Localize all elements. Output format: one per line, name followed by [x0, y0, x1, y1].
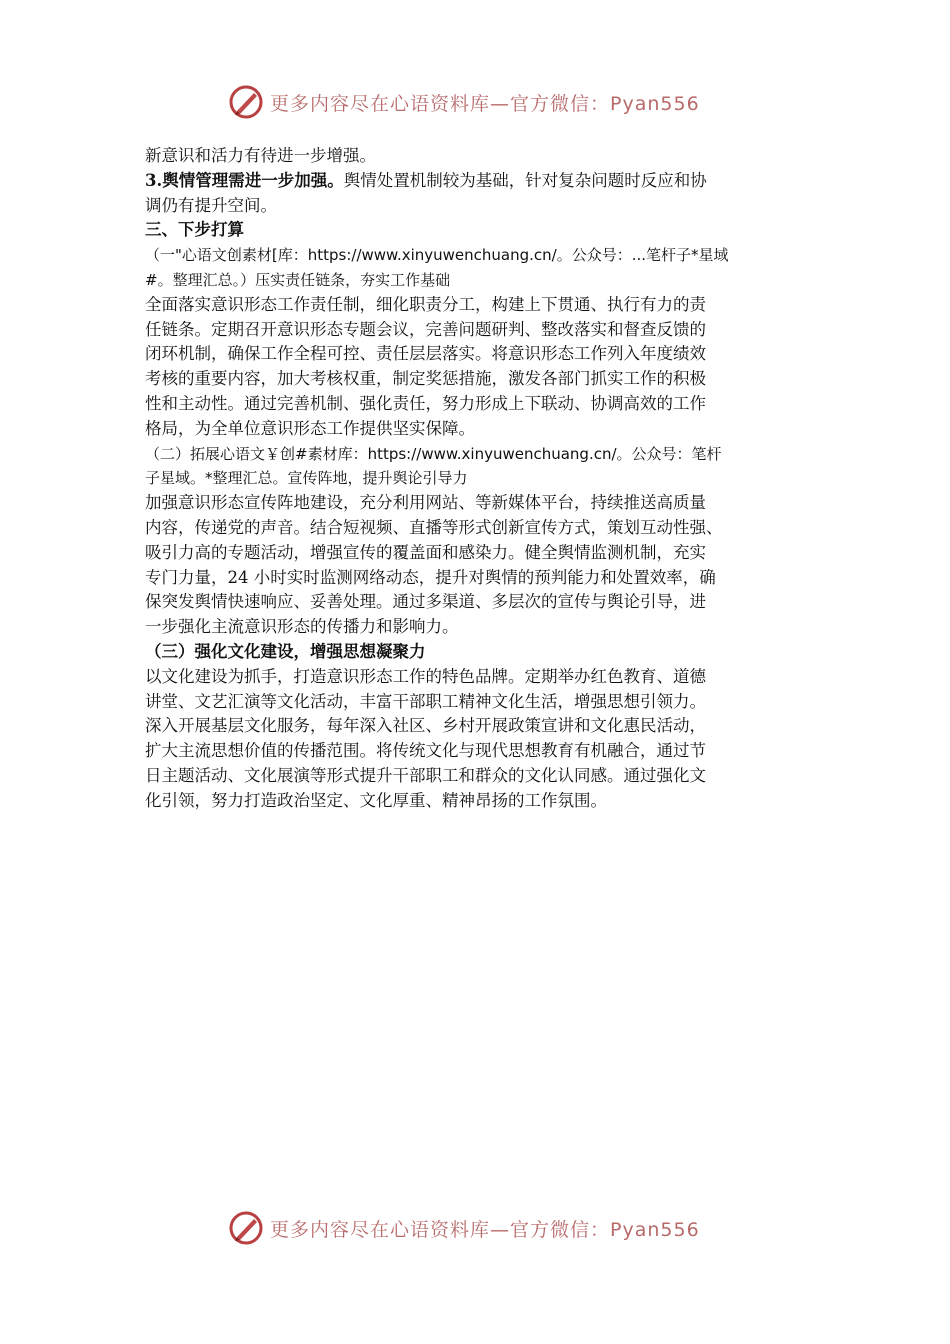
body-text: 考核的重要内容，加大考核权重，制定奖惩措施，激发各部门抓实工作的积极	[145, 369, 706, 389]
body-text: 一步强化主流意识形态的传播力和影响力。	[145, 617, 459, 637]
text-line	[145, 243, 810, 268]
text-line	[145, 640, 810, 665]
body-text: 以文化建设为抓手，打造意识形态工作的特色品牌。定期举办红色教育、道德	[145, 666, 706, 686]
text-line	[145, 367, 810, 392]
body-text: 专门力量，24 小时实时监测网络动态，提升对舆情的预判能力和处置效率，确	[145, 567, 716, 587]
text-line	[145, 789, 810, 814]
bold-text: 三、下步打算	[145, 220, 244, 240]
text-line	[145, 268, 810, 293]
text-line	[145, 169, 810, 194]
body-text: 格局，为全单位意识形态工作提供坚实保障。	[145, 418, 475, 438]
heading-text: 子星域。*整理汇总。宣传阵地，提升舆论引导力	[145, 469, 468, 488]
text-line	[145, 466, 810, 491]
body-text: 闭环机制，确保工作全程可控、责任层层落实。将意识形态工作列入年度绩效	[145, 344, 706, 364]
text-line	[145, 714, 810, 739]
body-text: 深入开展基层文化服务，每年深入社区、乡村开展政策宣讲和文化惠民活动，	[145, 716, 706, 736]
text-line	[145, 739, 810, 764]
bold-text: （三）强化文化建设，增强思想凝聚力	[145, 641, 426, 661]
document-body	[145, 144, 810, 814]
text-line	[145, 144, 810, 169]
body-text: 日主题活动、文化展演等形式提升干部职工和群众的文化认同感。通过强化文	[145, 765, 706, 785]
text-line	[145, 491, 810, 516]
body-text: 调仍有提升空间。	[145, 195, 277, 215]
body-text: 内容，传递党的声音。结合短视频、直播等形式创新宣传方式，策划互动性强、	[145, 517, 723, 537]
body-text: 加强意识形态宣传阵地建设，充分利用网站、等新媒体平台，持续推送高质量	[145, 493, 706, 513]
banner-text: 更多内容尽在心语资料库—官方微信：Pyan556	[270, 92, 700, 115]
bold-text: 3.舆情管理需进一步加强。	[145, 170, 344, 190]
text-line	[145, 516, 810, 541]
body-text: 吸引力高的专题活动，增强宣传的覆盖面和感染力。健全舆情监测机制，充实	[145, 542, 706, 562]
heading-text: #。整理汇总。）压实责任链条，夯实工作基础	[145, 270, 451, 289]
footer-watermark-banner	[228, 1210, 700, 1246]
text-line	[145, 194, 810, 219]
header-watermark-banner	[228, 84, 700, 120]
body-text: 保突发舆情快速响应、妥善处理。通过多渠道、多层次的宣传与舆论引导，进	[145, 592, 706, 612]
text-line	[145, 417, 810, 442]
pen-logo-icon	[228, 1210, 264, 1246]
text-line	[145, 590, 810, 615]
body-text: 性和主动性。通过完善机制、强化责任，努力形成上下联动、协调高效的工作	[145, 393, 706, 413]
text-line	[145, 342, 810, 367]
pen-logo-icon	[228, 84, 264, 120]
text-line	[145, 615, 810, 640]
body-text: 舆情处置机制较为基础，针对复杂问题时反应和协	[343, 170, 707, 190]
text-line	[145, 218, 810, 243]
banner-text: 更多内容尽在心语资料库—官方微信：Pyan556	[270, 1218, 700, 1241]
body-text: 讲堂、文艺汇演等文化活动，丰富干部职工精神文化生活，增强思想引领力。	[145, 691, 706, 711]
text-line	[145, 392, 810, 417]
text-line	[145, 764, 810, 789]
text-line	[145, 665, 810, 690]
text-line	[145, 293, 810, 318]
body-text: 任链条。定期召开意识形态专题会议，完善问题研判、整改落实和督查反馈的	[145, 319, 706, 339]
body-text: 化引领，努力打造政治坚定、文化厚重、精神昂扬的工作氛围。	[145, 790, 607, 810]
heading-text: （二）拓展心语文￥创#素材库：https://www.xinyuwenchuang.cn/。公众号：笔杆	[145, 444, 722, 463]
body-text: 新意识和活力有待进一步增强。	[145, 146, 376, 165]
body-text: 扩大主流思想价值的传播范围。将传统文化与现代思想教育有机融合，通过节	[145, 741, 706, 761]
text-line	[145, 690, 810, 715]
text-line	[145, 541, 810, 566]
text-line	[145, 566, 810, 591]
heading-text: （一"心语文创素材[库：https://www.xinyuwenchuang.cn/。公众号：...笔杆子*星域	[145, 246, 729, 265]
body-text: 全面落实意识形态工作责任制，细化职责分工，构建上下贯通、执行有力的责	[145, 294, 706, 314]
text-line	[145, 318, 810, 343]
text-line	[145, 442, 810, 467]
